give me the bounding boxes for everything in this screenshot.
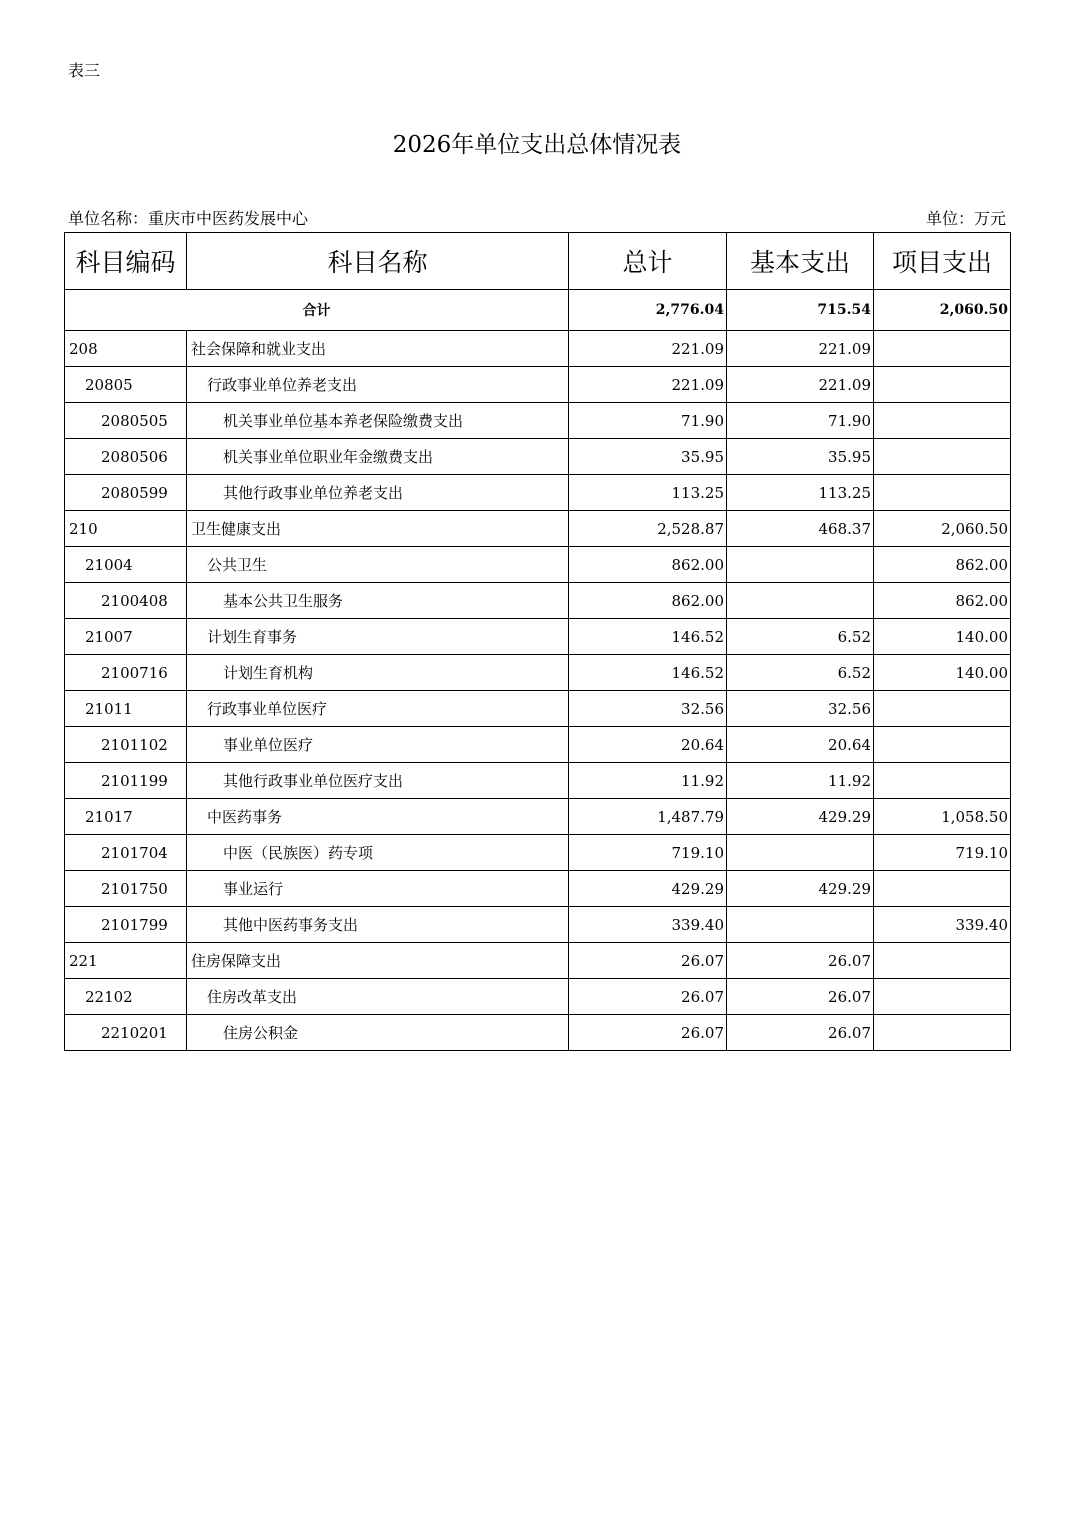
cell-name: 社会保障和就业支出 xyxy=(187,331,569,367)
cell-project xyxy=(874,439,1011,475)
table-row xyxy=(65,979,1011,1015)
table-row xyxy=(65,367,1011,403)
table-row xyxy=(65,727,1011,763)
cell-name: 卫生健康支出 xyxy=(187,511,569,547)
table-row xyxy=(65,835,1011,871)
cell-basic: 26.07 xyxy=(727,943,874,979)
cell-basic: 26.07 xyxy=(727,1015,874,1051)
table-row xyxy=(65,619,1011,655)
cell-total: 35.95 xyxy=(569,439,727,475)
cell-basic: 113.25 xyxy=(727,475,874,511)
cell-name: 中医药事务 xyxy=(187,799,569,835)
cell-basic: 32.56 xyxy=(727,691,874,727)
header-basic: 基本支出 xyxy=(727,233,874,290)
cell-name: 机关事业单位职业年金缴费支出 xyxy=(187,439,569,475)
cell-basic: 221.09 xyxy=(727,367,874,403)
total-row xyxy=(65,290,1011,331)
cell-project: 719.10 xyxy=(874,835,1011,871)
table-row xyxy=(65,475,1011,511)
cell-total: 862.00 xyxy=(569,547,727,583)
cell-code: 221 xyxy=(65,943,187,979)
cell-code: 21017 xyxy=(65,799,187,835)
cell-basic xyxy=(727,583,874,619)
table-row xyxy=(65,763,1011,799)
total-project: 2,060.50 xyxy=(874,290,1011,331)
cell-total: 1,487.79 xyxy=(569,799,727,835)
cell-project: 1,058.50 xyxy=(874,799,1011,835)
cell-name: 计划生育事务 xyxy=(187,619,569,655)
cell-name: 住房改革支出 xyxy=(187,979,569,1015)
table-row xyxy=(65,547,1011,583)
cell-project xyxy=(874,943,1011,979)
table-row xyxy=(65,583,1011,619)
cell-code: 2101704 xyxy=(65,835,187,871)
cell-code: 2101750 xyxy=(65,871,187,907)
cell-code: 2100408 xyxy=(65,583,187,619)
cell-basic: 6.52 xyxy=(727,655,874,691)
cell-code: 21011 xyxy=(65,691,187,727)
table-row xyxy=(65,871,1011,907)
cell-total: 32.56 xyxy=(569,691,727,727)
cell-code: 2080599 xyxy=(65,475,187,511)
cell-name: 公共卫生 xyxy=(187,547,569,583)
total-basic: 715.54 xyxy=(727,290,874,331)
table-row xyxy=(65,943,1011,979)
cell-code: 2101102 xyxy=(65,727,187,763)
cell-name: 其他行政事业单位医疗支出 xyxy=(187,763,569,799)
table-row xyxy=(65,439,1011,475)
cell-total: 2,528.87 xyxy=(569,511,727,547)
header-project: 项目支出 xyxy=(874,233,1011,290)
cell-code: 20805 xyxy=(65,367,187,403)
cell-total: 26.07 xyxy=(569,943,727,979)
cell-project xyxy=(874,763,1011,799)
cell-basic xyxy=(727,835,874,871)
cell-name: 机关事业单位基本养老保险缴费支出 xyxy=(187,403,569,439)
cell-total: 221.09 xyxy=(569,331,727,367)
cell-project: 862.00 xyxy=(874,583,1011,619)
cell-total: 26.07 xyxy=(569,979,727,1015)
cell-basic xyxy=(727,907,874,943)
cell-total: 71.90 xyxy=(569,403,727,439)
cell-name: 基本公共卫生服务 xyxy=(187,583,569,619)
cell-name: 事业运行 xyxy=(187,871,569,907)
cell-basic: 6.52 xyxy=(727,619,874,655)
table-row xyxy=(65,331,1011,367)
cell-total: 429.29 xyxy=(569,871,727,907)
cell-project xyxy=(874,871,1011,907)
cell-code: 2080505 xyxy=(65,403,187,439)
cell-basic: 11.92 xyxy=(727,763,874,799)
cell-name: 其他中医药事务支出 xyxy=(187,907,569,943)
cell-project xyxy=(874,727,1011,763)
currency-unit: 单位：万元 xyxy=(925,209,1006,228)
header-code: 科目编码 xyxy=(65,233,187,290)
cell-code: 2080506 xyxy=(65,439,187,475)
cell-code: 2210201 xyxy=(65,1015,187,1051)
header-total: 总计 xyxy=(569,233,727,290)
total-label: 合计 xyxy=(65,290,569,331)
cell-total: 719.10 xyxy=(569,835,727,871)
cell-name: 行政事业单位养老支出 xyxy=(187,367,569,403)
cell-basic: 26.07 xyxy=(727,979,874,1015)
cell-basic: 429.29 xyxy=(727,799,874,835)
header-row xyxy=(65,233,1011,290)
cell-basic: 20.64 xyxy=(727,727,874,763)
cell-project xyxy=(874,979,1011,1015)
cell-code: 2101799 xyxy=(65,907,187,943)
cell-basic xyxy=(727,547,874,583)
cell-basic: 468.37 xyxy=(727,511,874,547)
cell-total: 862.00 xyxy=(569,583,727,619)
cell-project: 339.40 xyxy=(874,907,1011,943)
cell-total: 113.25 xyxy=(569,475,727,511)
cell-code: 2100716 xyxy=(65,655,187,691)
cell-project xyxy=(874,367,1011,403)
cell-basic: 71.90 xyxy=(727,403,874,439)
cell-project xyxy=(874,691,1011,727)
table-row xyxy=(65,1015,1011,1051)
table-row xyxy=(65,403,1011,439)
cell-name: 住房公积金 xyxy=(187,1015,569,1051)
cell-basic: 429.29 xyxy=(727,871,874,907)
cell-code: 208 xyxy=(65,331,187,367)
cell-basic: 221.09 xyxy=(727,331,874,367)
cell-name: 其他行政事业单位养老支出 xyxy=(187,475,569,511)
total-total: 2,776.04 xyxy=(569,290,727,331)
cell-name: 行政事业单位医疗 xyxy=(187,691,569,727)
cell-project xyxy=(874,475,1011,511)
cell-basic: 35.95 xyxy=(727,439,874,475)
cell-name: 中医（民族医）药专项 xyxy=(187,835,569,871)
cell-project xyxy=(874,403,1011,439)
cell-code: 21007 xyxy=(65,619,187,655)
cell-project: 862.00 xyxy=(874,547,1011,583)
cell-project: 2,060.50 xyxy=(874,511,1011,547)
cell-total: 11.92 xyxy=(569,763,727,799)
cell-total: 26.07 xyxy=(569,1015,727,1051)
cell-project: 140.00 xyxy=(874,655,1011,691)
page-title: 2026年单位支出总体情况表 xyxy=(392,132,682,158)
cell-total: 221.09 xyxy=(569,367,727,403)
cell-name: 计划生育机构 xyxy=(187,655,569,691)
cell-project xyxy=(874,331,1011,367)
table-row xyxy=(65,799,1011,835)
cell-project: 140.00 xyxy=(874,619,1011,655)
cell-code: 21004 xyxy=(65,547,187,583)
unit-name: 单位名称：重庆市中医药发展中心 xyxy=(68,209,309,228)
cell-total: 339.40 xyxy=(569,907,727,943)
expenditure-table xyxy=(64,232,1011,1051)
table-row xyxy=(65,691,1011,727)
header-name: 科目名称 xyxy=(187,233,569,290)
table-row xyxy=(65,655,1011,691)
cell-name: 事业单位医疗 xyxy=(187,727,569,763)
table-row xyxy=(65,907,1011,943)
table-tag: 表三 xyxy=(68,61,101,80)
cell-code: 2101199 xyxy=(65,763,187,799)
cell-total: 20.64 xyxy=(569,727,727,763)
cell-code: 210 xyxy=(65,511,187,547)
cell-total: 146.52 xyxy=(569,655,727,691)
cell-name: 住房保障支出 xyxy=(187,943,569,979)
cell-total: 146.52 xyxy=(569,619,727,655)
cell-code: 22102 xyxy=(65,979,187,1015)
table-row xyxy=(65,511,1011,547)
cell-project xyxy=(874,1015,1011,1051)
